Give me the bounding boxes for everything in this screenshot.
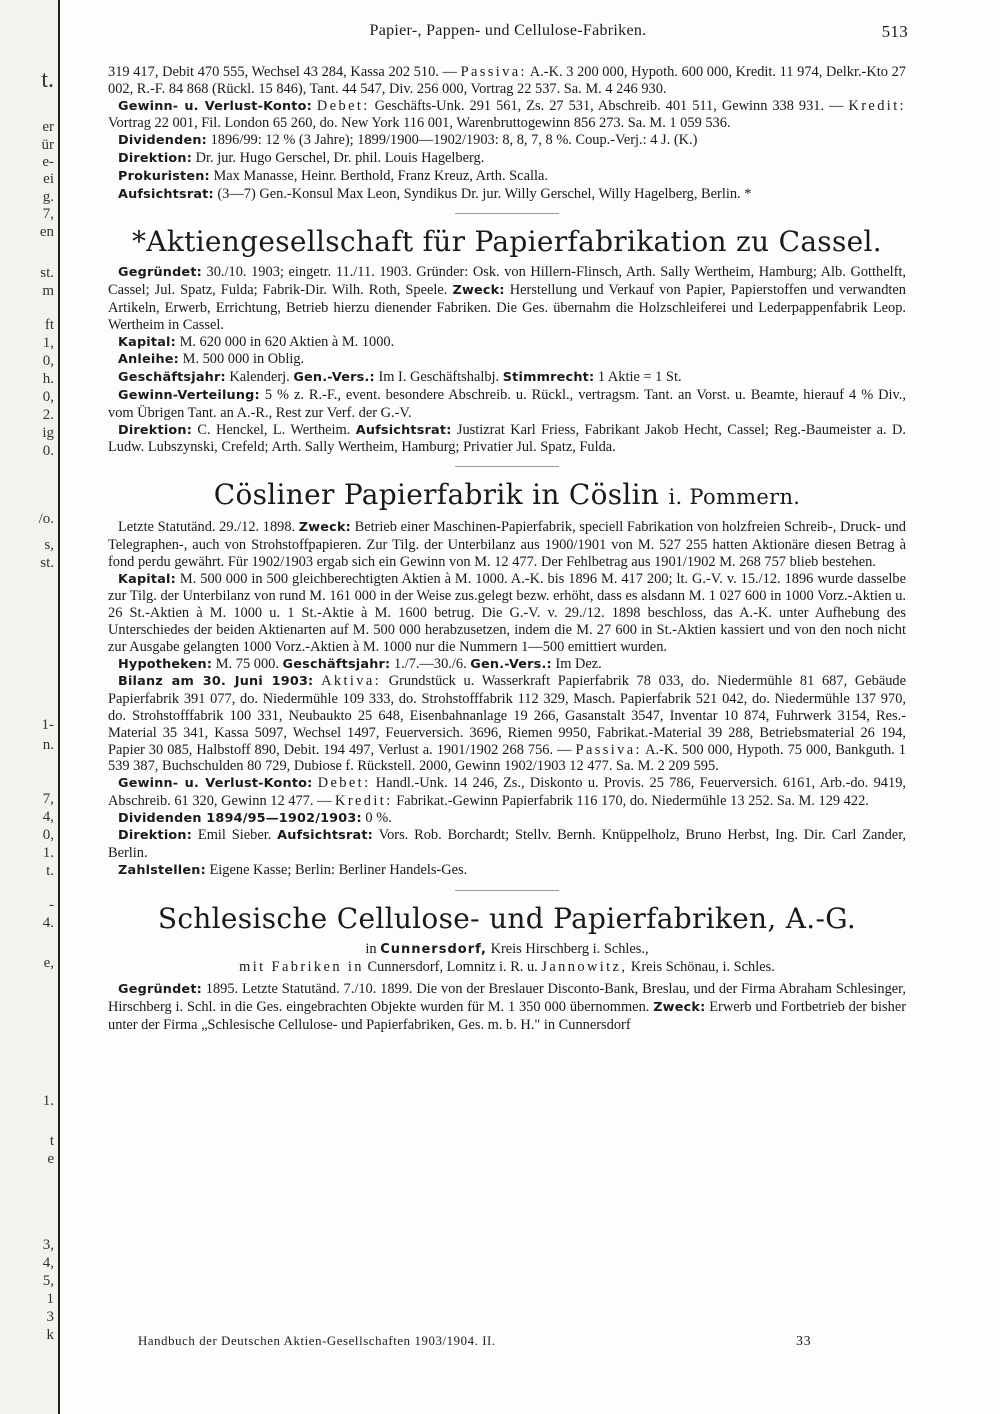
profit-distribution: Gewinn-Verteilung: 5 % z. R.-F., event. besondere Abschreib. u. Rückl., vertragsm. Tant. an Vorst. u. Beamte, hierauf 4 % Div., vom Übrigen Tant. an A.-R., Rest zur Verf. der G.-V.	[108, 386, 906, 421]
management-and-board: Direktion: C. Henckel, L. Wertheim. Aufsichtsrat: Justizrat Karl Friess, Fabrikant Jakob Hecht, Cassel; Reg.-Baumeister a. D. Ludw. Lubszynski, Crefeld; Arth. Sally Wertheim, Hamburg; Privatier Jul. Spatz, Fulda.	[108, 421, 906, 456]
mortgages-fiscal-year: Hypotheken: M. 75 000. Geschäftsjahr: 1./7.—30./6. Gen.-Vers.: Im Dez.	[118, 655, 602, 672]
margin-fragment: e-	[42, 154, 54, 170]
margin-fragment: -	[49, 897, 54, 913]
capital-history: Kapital: M. 500 000 in 500 gleichberechtigten Aktien à M. 1000. A.-K. bis 1896 M. 417 200; lt. G.-V. v. 15./12. 1896 wurde dasselbe zur Tilg. der Unterbilanz von rund M. 161 000 in der Weise zus.gelegt bezw. erhöht, dass es alsdann M. 1 027 600 in 1000 Vorz.-Aktien u. 26 St.-Aktien à M. 1000 u. 1 St.-Aktie à M. 1600 betrug. Die G.-V. v. 29./12. 1898 beschloss, das A.-K. unter Aufhebung des Unterschiedes der beiden Aktienarten auf M. 500 000 herabzusetzen, indem die M. 27 600 in St.-Aktien kassiert und von den noch nicht zur Ausgabe gelangten 1000 Vorz.-Aktien à M. 1000 nur die Nummern 1—500 emittiert wurden.	[108, 570, 906, 655]
margin-fragment: t.	[41, 67, 54, 93]
founding-details: Gegründet: 1895. Letzte Statutänd. 7./10. 1899. Die von der Breslauer Disconto-Bank, Breslau, und der Firma Abraham Schlesinger, Hirschberg i. Schl. in die Ges. eingebrachten Objekte wurden für M. 1 350 000 übernommen. Zweck: Erwerb und Fortbetrieb der bisher unter der Firma „Schlesische Cellulose- und Papierfabriken, Ges. m. b. H." in Cunnersdorf	[108, 981, 906, 1034]
margin-fragment: 5,	[42, 1273, 54, 1289]
authorized-signatories: Prokuristen: Max Manasse, Heinr. Berthold, Franz Kreuz, Arth. Scalla.	[118, 167, 548, 184]
company-purpose: Letzte Statutänd. 29./12. 1898. Zweck: Betrieb einer Maschinen-Papierfabrik, speciell Fabrikation von holzfreien Schreib-, Druck- und Telegraphen-, auch von Strohstoffpapieren. Zur Tilg. der Unterbilanz aus 1900/1901 von M. 527 255 hatten Aktionäre diesen Betrag à fond perdu gewährt. Für 1902/1903 ergab sich ein Gewinn von M. 12 477. Der Fehlbetrag aus 1901/1902 M. 268 757 blieb bestehen.	[108, 519, 906, 570]
page-footer	[138, 1334, 908, 1349]
margin-fragment: 1-	[41, 717, 54, 733]
running-head-title: Papier-, Pappen- und Cellulose-Fabriken.	[369, 22, 647, 39]
margin-fragment: t	[49, 1133, 54, 1149]
company-title-coeslin: Cösliner Papierfabrik in Cöslin i. Pommern.	[213, 478, 801, 512]
balance-continuation: 319 417, Debit 470 555, Wechsel 43 284, Kassa 202 510. — Passiva: A.-K. 3 200 000, Hypoth. 600 000, Kredit. 11 974, Delkr.-Kto 27 002, R.-F. 84 868 (Rückl. 15 846), Tant. 44 547, Div. 256 000, Vortrag 22 537. Sa. M. 4 246 930.	[108, 64, 906, 97]
margin-fragment: 3	[46, 1309, 54, 1325]
margin-fragment: s,	[44, 537, 54, 553]
margin-fragment: 1,	[42, 335, 54, 351]
margin-fragment: 3,	[42, 1237, 54, 1253]
margin-fragment: 1.	[42, 845, 54, 861]
supervisory-board: Aufsichtsrat: (3—7) Gen.-Konsul Max Leon, Syndikus Dr. jur. Willy Gerschel, Willy Hagelberg, Berlin. *	[118, 185, 752, 202]
page-number: 513	[881, 22, 908, 41]
running-head	[108, 22, 908, 40]
margin-fragment: t.	[46, 863, 54, 879]
margin-fragment: 4,	[42, 1255, 54, 1271]
margin-fragment: ig	[42, 425, 54, 441]
dividends: Dividenden: 1896/99: 12 % (3 Jahre); 1899/1900—1902/1903: 8, 8, 7, 8 %. Coup.-Verj.: 4 J. (K.)	[118, 132, 698, 149]
margin-fragment: k	[46, 1327, 54, 1343]
body-text	[108, 64, 906, 1034]
margin-fragment: 4.	[42, 915, 54, 931]
footer-title: Handbuch der Deutschen Aktien-Gesellschaften 1903/1904. II.	[138, 1334, 496, 1348]
profit-loss-account: Gewinn- u. Verlust-Konto: Debet: Geschäfts-Unk. 291 561, Zs. 27 531, Abschreib. 401 511, Gewinn 338 931. — Kredit: Vortrag 22 001, Fil. London 65 260, do. New York 116 001, Warenbruttogewinn 856 273. Sa. M. 1 059 536.	[108, 97, 906, 132]
margin-fragment: 7,	[42, 206, 54, 222]
margin-fragment: 0,	[42, 353, 54, 369]
section-divider	[455, 466, 559, 467]
margin-fragment: st.	[40, 265, 54, 281]
margin-fragment: en	[39, 224, 54, 240]
paying-agents: Zahlstellen: Eigene Kasse; Berlin: Berliner Handels-Ges.	[118, 862, 468, 879]
signature-mark: 33	[796, 1334, 812, 1349]
section-divider	[455, 213, 559, 214]
margin-fragment: 0.	[42, 443, 54, 459]
dividends: Dividenden 1894/95—1902/1903: 0 %.	[118, 809, 392, 826]
margin-fragment: h.	[42, 371, 54, 387]
company-title-cassel: *Aktiengesellschaft für Papierfabrikation zu Cassel.	[132, 225, 882, 259]
capital: Kapital: M. 620 000 in 620 Aktien à M. 1000.	[118, 333, 395, 350]
margin-fragment: 0,	[42, 827, 54, 843]
bond-issue: Anleihe: M. 500 000 in Oblig.	[118, 351, 305, 368]
section-divider	[455, 890, 559, 891]
margin-fragment: e	[47, 1151, 54, 1167]
company-title-schlesische: Schlesische Cellulose- und Papierfabriken, A.-G.	[157, 901, 857, 935]
margin-fragment: m	[42, 283, 54, 299]
margin-fragment: n.	[42, 737, 54, 753]
board-of-directors: Direktion: Dr. jur. Hugo Gerschel, Dr. phil. Louis Hagelberg.	[118, 149, 485, 166]
margin-fragment: er	[42, 119, 54, 135]
margin-fragment: /o.	[38, 511, 54, 527]
margin-fragment: e,	[43, 955, 54, 971]
margin-fragment: g.	[42, 189, 54, 205]
management-and-board: Direktion: Emil Sieber. Aufsichtsrat: Vors. Rob. Borchardt; Stellv. Bernh. Knüppelholz, Bruno Herbst, Ing. Dir. Carl Zander, Berlin.	[108, 827, 907, 862]
margin-fragment: 1.	[42, 1093, 54, 1109]
factory-locations: mit Fabriken in Cunnersdorf, Lomnitz i. R. u. Jannowitz, Kreis Schönau, i. Schles.	[239, 958, 775, 975]
company-location: in Cunnersdorf, Kreis Hirschberg i. Schles.,	[365, 940, 649, 957]
margin-fragment: 1	[46, 1291, 54, 1307]
margin-fragment: ür	[41, 137, 54, 153]
founding-details: Gegründet: 30./10. 1903; eingetr. 11./11. 1903. Gründer: Osk. von Hillern-Flinsch, Arth. Sally Wertheim, Hamburg; Alb. Gotthelft, Cassel; Jul. Spatz, Fulda; Fabrik-Dir. Wilh. Roth, Speele. Zweck: Herstellung und Verkauf von Papier, Papierstoffen und verwandten Artikeln, Erwerb, Errichtung, Betrieb hierzu dienender Fabriken. Die Ges. übernahm die Holzschleiferei und Lederpappenfabrik Leop. Wertheim in Cassel.	[108, 264, 906, 333]
margin-fragment: ei	[43, 171, 54, 187]
margin-fragment: ft	[44, 317, 54, 333]
facing-page-gutter	[0, 0, 60, 1414]
margin-fragment: 4,	[42, 809, 54, 825]
profit-loss-account: Gewinn- u. Verlust-Konto: Debet: Handl.-Unk. 14 246, Zs., Diskonto u. Provis. 25 786, Feuerversich. 6161, Arb.-do. 9419, Abschreib. 61 320, Gewinn 12 477. — Kredit: Fabrikat.-Gewinn Papierfabrik 116 170, do. Niedermühle 13 252. Sa. M. 129 422.	[108, 775, 906, 809]
margin-fragment: 0,	[42, 389, 54, 405]
margin-fragment: st.	[40, 555, 54, 571]
margin-fragment: 7,	[42, 791, 54, 807]
margin-fragment: 2.	[42, 407, 54, 423]
balance-sheet: Bilanz am 30. Juni 1903: Aktiva: Grundstück u. Wasserkraft Papierfabrik 78 033, do. Niedermühle 81 687, Gebäude Papierfabrik 391 077, do. Niedermühle 109 333, do. Strohstofffabrik 112 329, Masch. Papierfabrik 521 042, do. Niedermühle 137 970, do. Strohstofffabrik 100 331, Neubaukto 25 648, Eisenbahnanlage 19 266, Gasanstalt 3547, Inventar 10 874, Fuhrwerk 3154, Res.-Material 35 341, Kassa 5097, Wechsel 1497, Feuerversich. 3696, Riemen 9950, Fabrikat.-Material 39 288, Betriebsmaterial 26 194, Papier 30 085, Halbstoff 890, Debit. 194 497, Verlust a. 1901/1902 268 756. — Passiva: A.-K. 500 000, Hypoth. 75 000, Bankguth. 1 539 387, Buchschulden 80 729, Dubiose f. Rückstell. 2000, Gewinn 1902/1903 12 477. Sa. M. 2 209 595.	[108, 673, 906, 775]
fiscal-year-meeting: Geschäftsjahr: Kalenderj. Gen.-Vers.: Im I. Geschäftshalbj. Stimmrecht: 1 Aktie = 1 St.	[118, 369, 682, 386]
